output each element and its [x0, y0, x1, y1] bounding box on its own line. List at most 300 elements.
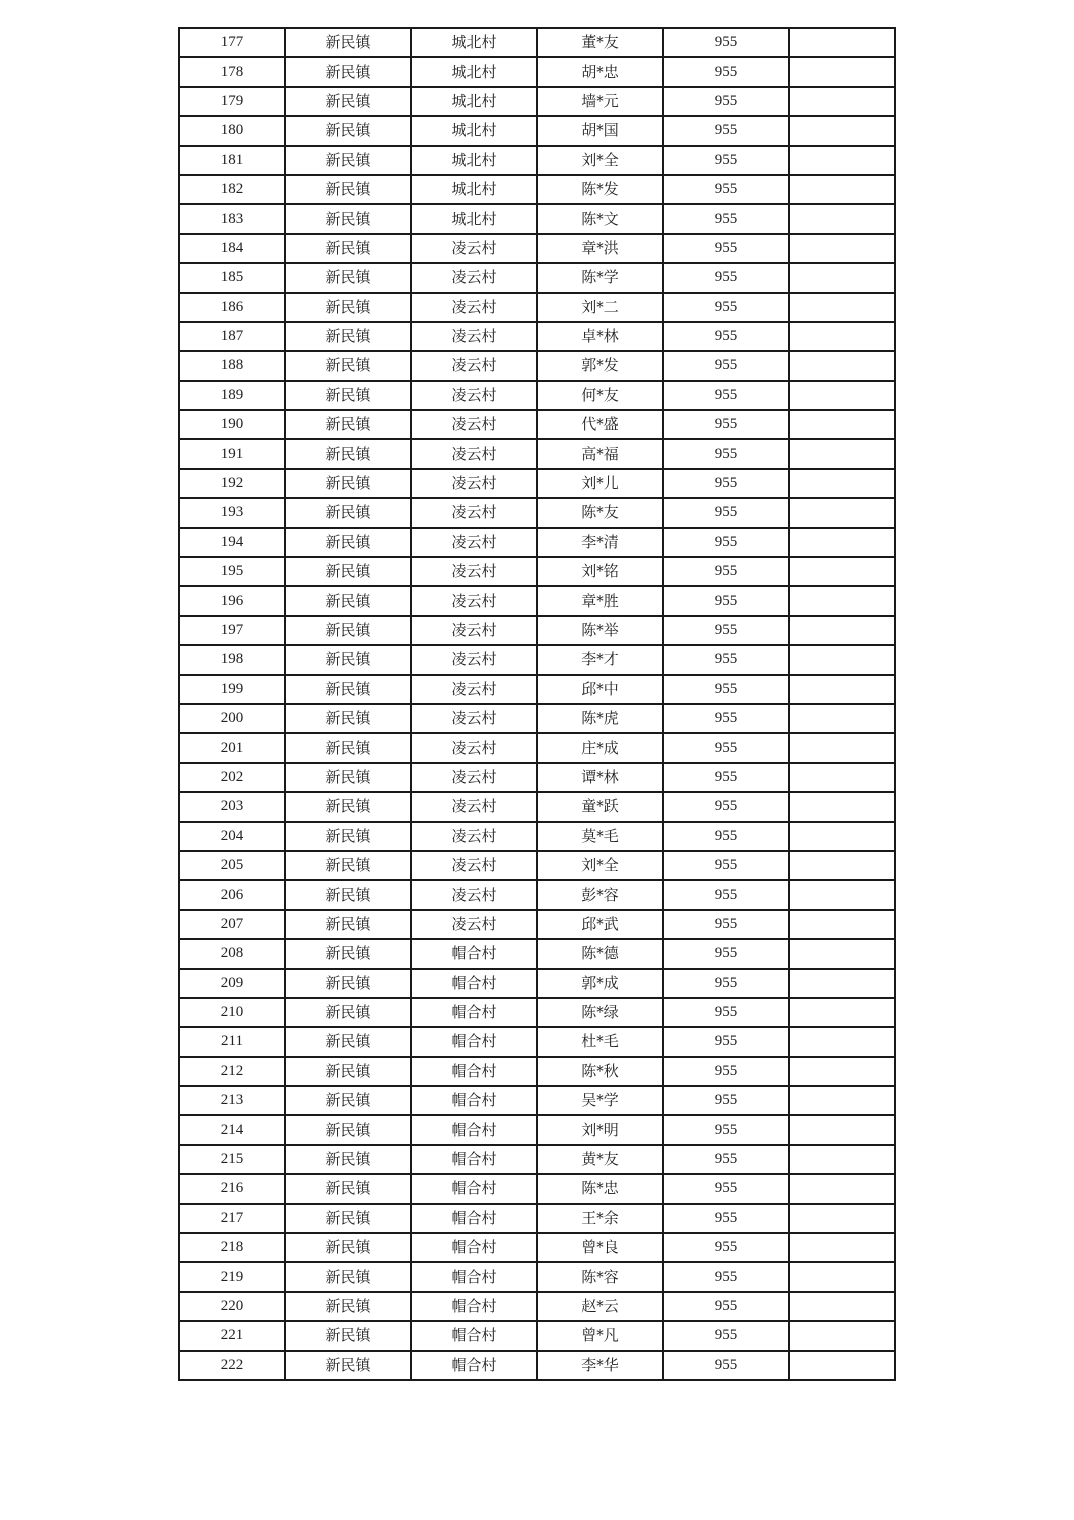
table-row	[179, 322, 895, 351]
amount-cell: 955	[663, 851, 789, 880]
amount-cell: 955	[663, 439, 789, 468]
note-cell	[789, 645, 895, 674]
name-cell: 刘*全	[537, 146, 663, 175]
table-row	[179, 1115, 895, 1144]
village-cell: 凌云村	[411, 322, 537, 351]
name-cell: 章*洪	[537, 234, 663, 263]
table-row	[179, 1292, 895, 1321]
row-number-cell: 221	[179, 1321, 285, 1350]
town-cell: 新民镇	[285, 87, 411, 116]
name-cell: 代*盛	[537, 410, 663, 439]
amount-cell: 955	[663, 880, 789, 909]
town-cell: 新民镇	[285, 1057, 411, 1086]
row-number-cell: 212	[179, 1057, 285, 1086]
table-row	[179, 204, 895, 233]
town-cell: 新民镇	[285, 381, 411, 410]
note-cell	[789, 469, 895, 498]
row-number-cell: 189	[179, 381, 285, 410]
name-cell: 莫*毛	[537, 822, 663, 851]
village-cell: 城北村	[411, 28, 537, 57]
village-cell: 凌云村	[411, 410, 537, 439]
village-cell: 凌云村	[411, 910, 537, 939]
amount-cell: 955	[663, 733, 789, 762]
village-cell: 凌云村	[411, 792, 537, 821]
note-cell	[789, 998, 895, 1027]
name-cell: 卓*林	[537, 322, 663, 351]
table-row	[179, 704, 895, 733]
town-cell: 新民镇	[285, 910, 411, 939]
village-cell: 城北村	[411, 146, 537, 175]
amount-cell: 955	[663, 1233, 789, 1262]
amount-cell: 955	[663, 822, 789, 851]
village-cell: 凌云村	[411, 822, 537, 851]
table-row	[179, 910, 895, 939]
note-cell	[789, 969, 895, 998]
village-cell: 凌云村	[411, 234, 537, 263]
table-row	[179, 675, 895, 704]
amount-cell: 955	[663, 969, 789, 998]
town-cell: 新民镇	[285, 263, 411, 292]
row-number-cell: 190	[179, 410, 285, 439]
row-number-cell: 184	[179, 234, 285, 263]
town-cell: 新民镇	[285, 675, 411, 704]
town-cell: 新民镇	[285, 469, 411, 498]
table-row	[179, 969, 895, 998]
note-cell	[789, 1115, 895, 1144]
town-cell: 新民镇	[285, 1262, 411, 1291]
name-cell: 董*友	[537, 28, 663, 57]
name-cell: 陈*德	[537, 939, 663, 968]
amount-cell: 955	[663, 645, 789, 674]
row-number-cell: 191	[179, 439, 285, 468]
note-cell	[789, 381, 895, 410]
village-cell: 凌云村	[411, 469, 537, 498]
name-cell: 吴*学	[537, 1086, 663, 1115]
village-cell: 城北村	[411, 87, 537, 116]
row-number-cell: 186	[179, 293, 285, 322]
amount-cell: 955	[663, 792, 789, 821]
table-row	[179, 733, 895, 762]
table-row	[179, 1145, 895, 1174]
row-number-cell: 183	[179, 204, 285, 233]
table-row	[179, 28, 895, 57]
table-row	[179, 792, 895, 821]
name-cell: 章*胜	[537, 586, 663, 615]
note-cell	[789, 822, 895, 851]
note-cell	[789, 880, 895, 909]
row-number-cell: 207	[179, 910, 285, 939]
name-cell: 高*福	[537, 439, 663, 468]
town-cell: 新民镇	[285, 645, 411, 674]
amount-cell: 955	[663, 557, 789, 586]
table-row	[179, 469, 895, 498]
town-cell: 新民镇	[285, 557, 411, 586]
note-cell	[789, 1233, 895, 1262]
village-cell: 凌云村	[411, 439, 537, 468]
roster-table-body	[179, 28, 895, 1380]
amount-cell: 955	[663, 322, 789, 351]
note-cell	[789, 175, 895, 204]
village-cell: 城北村	[411, 204, 537, 233]
table-row	[179, 1057, 895, 1086]
town-cell: 新民镇	[285, 851, 411, 880]
village-cell: 帽合村	[411, 1233, 537, 1262]
town-cell: 新民镇	[285, 498, 411, 527]
note-cell	[789, 1204, 895, 1233]
town-cell: 新民镇	[285, 880, 411, 909]
town-cell: 新民镇	[285, 998, 411, 1027]
town-cell: 新民镇	[285, 586, 411, 615]
name-cell: 邱*中	[537, 675, 663, 704]
table-row	[179, 351, 895, 380]
table-row	[179, 381, 895, 410]
note-cell	[789, 1321, 895, 1350]
table-row	[179, 763, 895, 792]
amount-cell: 955	[663, 675, 789, 704]
table-row	[179, 1351, 895, 1380]
table-row	[179, 1027, 895, 1056]
village-cell: 帽合村	[411, 998, 537, 1027]
town-cell: 新民镇	[285, 1351, 411, 1380]
table-row	[179, 57, 895, 86]
town-cell: 新民镇	[285, 28, 411, 57]
name-cell: 赵*云	[537, 1292, 663, 1321]
amount-cell: 955	[663, 1262, 789, 1291]
name-cell: 黄*友	[537, 1145, 663, 1174]
name-cell: 陈*绿	[537, 998, 663, 1027]
table-row	[179, 616, 895, 645]
row-number-cell: 182	[179, 175, 285, 204]
town-cell: 新民镇	[285, 1204, 411, 1233]
note-cell	[789, 116, 895, 145]
name-cell: 陈*学	[537, 263, 663, 292]
row-number-cell: 214	[179, 1115, 285, 1144]
name-cell: 陈*忠	[537, 1174, 663, 1203]
amount-cell: 955	[663, 1321, 789, 1350]
name-cell: 李*清	[537, 528, 663, 557]
note-cell	[789, 557, 895, 586]
village-cell: 帽合村	[411, 1351, 537, 1380]
village-cell: 凌云村	[411, 616, 537, 645]
village-cell: 凌云村	[411, 263, 537, 292]
amount-cell: 955	[663, 410, 789, 439]
amount-cell: 955	[663, 263, 789, 292]
row-number-cell: 201	[179, 733, 285, 762]
village-cell: 帽合村	[411, 1204, 537, 1233]
amount-cell: 955	[663, 234, 789, 263]
note-cell	[789, 910, 895, 939]
row-number-cell: 177	[179, 28, 285, 57]
amount-cell: 955	[663, 116, 789, 145]
note-cell	[789, 146, 895, 175]
name-cell: 刘*儿	[537, 469, 663, 498]
row-number-cell: 198	[179, 645, 285, 674]
amount-cell: 955	[663, 1204, 789, 1233]
town-cell: 新民镇	[285, 1292, 411, 1321]
note-cell	[789, 87, 895, 116]
amount-cell: 955	[663, 616, 789, 645]
note-cell	[789, 1174, 895, 1203]
table-row	[179, 263, 895, 292]
name-cell: 陈*举	[537, 616, 663, 645]
row-number-cell: 209	[179, 969, 285, 998]
note-cell	[789, 1262, 895, 1291]
amount-cell: 955	[663, 1027, 789, 1056]
town-cell: 新民镇	[285, 116, 411, 145]
town-cell: 新民镇	[285, 733, 411, 762]
table-row	[179, 1174, 895, 1203]
amount-cell: 955	[663, 351, 789, 380]
note-cell	[789, 763, 895, 792]
name-cell: 刘*全	[537, 851, 663, 880]
village-cell: 城北村	[411, 57, 537, 86]
name-cell: 郭*成	[537, 969, 663, 998]
note-cell	[789, 1292, 895, 1321]
village-cell: 凌云村	[411, 645, 537, 674]
name-cell: 庄*成	[537, 733, 663, 762]
row-number-cell: 205	[179, 851, 285, 880]
amount-cell: 955	[663, 586, 789, 615]
name-cell: 杜*毛	[537, 1027, 663, 1056]
town-cell: 新民镇	[285, 57, 411, 86]
town-cell: 新民镇	[285, 1027, 411, 1056]
village-cell: 凌云村	[411, 528, 537, 557]
table-row	[179, 87, 895, 116]
row-number-cell: 199	[179, 675, 285, 704]
town-cell: 新民镇	[285, 293, 411, 322]
table-row	[179, 1204, 895, 1233]
name-cell: 墙*元	[537, 87, 663, 116]
name-cell: 陈*秋	[537, 1057, 663, 1086]
town-cell: 新民镇	[285, 1233, 411, 1262]
town-cell: 新民镇	[285, 1174, 411, 1203]
amount-cell: 955	[663, 175, 789, 204]
note-cell	[789, 733, 895, 762]
note-cell	[789, 351, 895, 380]
row-number-cell: 216	[179, 1174, 285, 1203]
amount-cell: 955	[663, 57, 789, 86]
table-row	[179, 498, 895, 527]
table-row	[179, 1233, 895, 1262]
village-cell: 凌云村	[411, 675, 537, 704]
table-row	[179, 998, 895, 1027]
table-row	[179, 116, 895, 145]
name-cell: 陈*友	[537, 498, 663, 527]
note-cell	[789, 528, 895, 557]
row-number-cell: 208	[179, 939, 285, 968]
row-number-cell: 215	[179, 1145, 285, 1174]
village-cell: 凌云村	[411, 498, 537, 527]
table-row	[179, 146, 895, 175]
town-cell: 新民镇	[285, 146, 411, 175]
amount-cell: 955	[663, 704, 789, 733]
town-cell: 新民镇	[285, 792, 411, 821]
row-number-cell: 179	[179, 87, 285, 116]
village-cell: 凌云村	[411, 293, 537, 322]
row-number-cell: 217	[179, 1204, 285, 1233]
name-cell: 胡*国	[537, 116, 663, 145]
name-cell: 陈*文	[537, 204, 663, 233]
roster-table	[178, 27, 896, 1381]
row-number-cell: 218	[179, 1233, 285, 1262]
town-cell: 新民镇	[285, 234, 411, 263]
name-cell: 彭*容	[537, 880, 663, 909]
amount-cell: 955	[663, 498, 789, 527]
village-cell: 凌云村	[411, 763, 537, 792]
note-cell	[789, 1027, 895, 1056]
note-cell	[789, 204, 895, 233]
town-cell: 新民镇	[285, 410, 411, 439]
town-cell: 新民镇	[285, 439, 411, 468]
village-cell: 凌云村	[411, 381, 537, 410]
table-row	[179, 822, 895, 851]
note-cell	[789, 263, 895, 292]
table-row	[179, 557, 895, 586]
table-row	[179, 1262, 895, 1291]
row-number-cell: 187	[179, 322, 285, 351]
table-row	[179, 175, 895, 204]
village-cell: 帽合村	[411, 1292, 537, 1321]
town-cell: 新民镇	[285, 322, 411, 351]
village-cell: 凌云村	[411, 586, 537, 615]
row-number-cell: 200	[179, 704, 285, 733]
name-cell: 童*跃	[537, 792, 663, 821]
row-number-cell: 194	[179, 528, 285, 557]
note-cell	[789, 28, 895, 57]
town-cell: 新民镇	[285, 175, 411, 204]
row-number-cell: 181	[179, 146, 285, 175]
village-cell: 凌云村	[411, 557, 537, 586]
amount-cell: 955	[663, 381, 789, 410]
name-cell: 曾*良	[537, 1233, 663, 1262]
name-cell: 李*才	[537, 645, 663, 674]
town-cell: 新民镇	[285, 939, 411, 968]
village-cell: 帽合村	[411, 969, 537, 998]
note-cell	[789, 1057, 895, 1086]
village-cell: 城北村	[411, 175, 537, 204]
amount-cell: 955	[663, 1351, 789, 1380]
amount-cell: 955	[663, 1145, 789, 1174]
row-number-cell: 202	[179, 763, 285, 792]
town-cell: 新民镇	[285, 1086, 411, 1115]
table-row	[179, 439, 895, 468]
amount-cell: 955	[663, 1086, 789, 1115]
amount-cell: 955	[663, 763, 789, 792]
row-number-cell: 195	[179, 557, 285, 586]
name-cell: 李*华	[537, 1351, 663, 1380]
row-number-cell: 185	[179, 263, 285, 292]
note-cell	[789, 851, 895, 880]
row-number-cell: 204	[179, 822, 285, 851]
note-cell	[789, 616, 895, 645]
amount-cell: 955	[663, 1115, 789, 1144]
row-number-cell: 192	[179, 469, 285, 498]
row-number-cell: 193	[179, 498, 285, 527]
name-cell: 陈*容	[537, 1262, 663, 1291]
amount-cell: 955	[663, 87, 789, 116]
table-row	[179, 234, 895, 263]
name-cell: 邱*武	[537, 910, 663, 939]
name-cell: 郭*发	[537, 351, 663, 380]
town-cell: 新民镇	[285, 1321, 411, 1350]
name-cell: 胡*忠	[537, 57, 663, 86]
row-number-cell: 211	[179, 1027, 285, 1056]
table-row	[179, 645, 895, 674]
village-cell: 帽合村	[411, 1321, 537, 1350]
row-number-cell: 197	[179, 616, 285, 645]
amount-cell: 955	[663, 939, 789, 968]
note-cell	[789, 1145, 895, 1174]
amount-cell: 955	[663, 204, 789, 233]
town-cell: 新民镇	[285, 822, 411, 851]
town-cell: 新民镇	[285, 1115, 411, 1144]
table-row	[179, 939, 895, 968]
table-row	[179, 410, 895, 439]
village-cell: 帽合村	[411, 1057, 537, 1086]
amount-cell: 955	[663, 146, 789, 175]
table-row	[179, 528, 895, 557]
village-cell: 帽合村	[411, 1086, 537, 1115]
name-cell: 刘*铭	[537, 557, 663, 586]
note-cell	[789, 57, 895, 86]
amount-cell: 955	[663, 28, 789, 57]
amount-cell: 955	[663, 1292, 789, 1321]
table-row	[179, 1086, 895, 1115]
note-cell	[789, 293, 895, 322]
name-cell: 何*友	[537, 381, 663, 410]
village-cell: 凌云村	[411, 880, 537, 909]
amount-cell: 955	[663, 910, 789, 939]
village-cell: 城北村	[411, 116, 537, 145]
amount-cell: 955	[663, 293, 789, 322]
town-cell: 新民镇	[285, 528, 411, 557]
note-cell	[789, 939, 895, 968]
table-row	[179, 880, 895, 909]
table-row	[179, 851, 895, 880]
note-cell	[789, 234, 895, 263]
village-cell: 帽合村	[411, 1027, 537, 1056]
town-cell: 新民镇	[285, 969, 411, 998]
note-cell	[789, 439, 895, 468]
amount-cell: 955	[663, 1174, 789, 1203]
town-cell: 新民镇	[285, 616, 411, 645]
amount-cell: 955	[663, 1057, 789, 1086]
note-cell	[789, 675, 895, 704]
name-cell: 陈*虎	[537, 704, 663, 733]
table-row	[179, 586, 895, 615]
amount-cell: 955	[663, 528, 789, 557]
village-cell: 帽合村	[411, 939, 537, 968]
note-cell	[789, 498, 895, 527]
town-cell: 新民镇	[285, 763, 411, 792]
table-row	[179, 293, 895, 322]
row-number-cell: 210	[179, 998, 285, 1027]
row-number-cell: 180	[179, 116, 285, 145]
name-cell: 王*余	[537, 1204, 663, 1233]
village-cell: 凌云村	[411, 851, 537, 880]
note-cell	[789, 704, 895, 733]
note-cell	[789, 322, 895, 351]
name-cell: 谭*林	[537, 763, 663, 792]
note-cell	[789, 1086, 895, 1115]
amount-cell: 955	[663, 998, 789, 1027]
row-number-cell: 178	[179, 57, 285, 86]
name-cell: 刘*明	[537, 1115, 663, 1144]
row-number-cell: 188	[179, 351, 285, 380]
row-number-cell: 222	[179, 1351, 285, 1380]
town-cell: 新民镇	[285, 204, 411, 233]
village-cell: 帽合村	[411, 1115, 537, 1144]
